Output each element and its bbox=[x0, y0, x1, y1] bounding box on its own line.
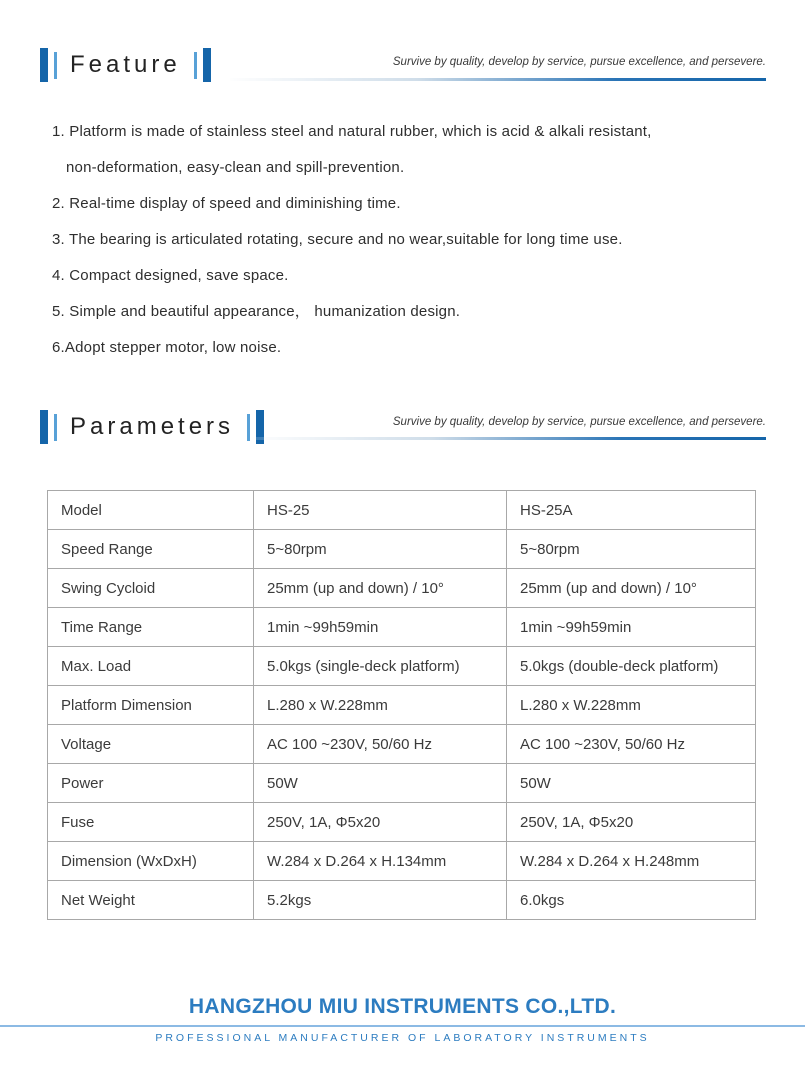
spec-value-hs25a: 50W bbox=[507, 764, 756, 803]
spec-value-hs25: HS-25 bbox=[254, 491, 507, 530]
table-row bbox=[48, 569, 756, 608]
table-row bbox=[48, 608, 756, 647]
spec-label: Net Weight bbox=[48, 881, 254, 920]
table-row bbox=[48, 530, 756, 569]
spec-value-hs25a: AC 100 ~230V, 50/60 Hz bbox=[507, 725, 756, 764]
spec-label: Model bbox=[48, 491, 254, 530]
spec-label: Speed Range bbox=[48, 530, 254, 569]
feature-item: 2. Real-time display of speed and diminishing time. bbox=[52, 195, 401, 212]
spec-value-hs25a: 250V, 1A, Φ5x20 bbox=[507, 803, 756, 842]
table-row bbox=[48, 764, 756, 803]
feature-list bbox=[52, 114, 775, 366]
spec-label: Fuse bbox=[48, 803, 254, 842]
feature-item: non-deformation, easy-clean and spill-prevention. bbox=[66, 159, 405, 176]
spec-label: Dimension (WxDxH) bbox=[48, 842, 254, 881]
spec-label: Time Range bbox=[48, 608, 254, 647]
table-row bbox=[48, 725, 756, 764]
feature-title: Feature bbox=[70, 51, 181, 78]
spec-value-hs25a: 1min ~99h59min bbox=[507, 608, 756, 647]
table-row bbox=[48, 803, 756, 842]
feature-item: 4. Compact designed, save space. bbox=[52, 267, 289, 284]
feature-item: 1. Platform is made of stainless steel and natural rubber, which is acid & alkali resistant, bbox=[52, 123, 652, 140]
spec-value-hs25: 5.0kgs (single-deck platform) bbox=[254, 647, 507, 686]
feature-item: 6.Adopt stepper motor, low noise. bbox=[52, 339, 282, 356]
spec-value-hs25: 50W bbox=[254, 764, 507, 803]
spec-label: Voltage bbox=[48, 725, 254, 764]
company-name: HANGZHOU MIU INSTRUMENTS CO.,LTD. bbox=[188, 995, 617, 1018]
heading-accent-bar-thick-left bbox=[40, 48, 48, 82]
table-row bbox=[48, 491, 756, 530]
spec-value-hs25: 5.2kgs bbox=[254, 881, 507, 920]
spec-value-hs25: 1min ~99h59min bbox=[254, 608, 507, 647]
feature-tagline: Survive by quality, develop by service, pursue excellence, and persevere. bbox=[392, 56, 766, 68]
footer-divider bbox=[0, 1025, 805, 1027]
feature-item: 5. Simple and beautiful appearance， humanization design. bbox=[52, 303, 461, 320]
heading-accent-bar-thin-left bbox=[54, 52, 57, 79]
spec-label: Power bbox=[48, 764, 254, 803]
spec-value-hs25a: L.280 x W.228mm bbox=[507, 686, 756, 725]
feature-item: 3. The bearing is articulated rotating, secure and no wear,suitable for long time use. bbox=[52, 231, 623, 248]
spec-value-hs25: L.280 x W.228mm bbox=[254, 686, 507, 725]
spec-value-hs25a: W.284 x D.264 x H.248mm bbox=[507, 842, 756, 881]
spec-value-hs25: AC 100 ~230V, 50/60 Hz bbox=[254, 725, 507, 764]
parameters-heading bbox=[40, 410, 264, 444]
table-row bbox=[48, 686, 756, 725]
table-row bbox=[48, 647, 756, 686]
feature-underline bbox=[230, 78, 766, 81]
spec-value-hs25: 250V, 1A, Φ5x20 bbox=[254, 803, 507, 842]
parameters-title: Parameters bbox=[70, 413, 235, 440]
footer-subtitle: PROFESSIONAL MANUFACTURER OF LABORATORY INSTRUMENTS bbox=[155, 1032, 650, 1044]
parameters-underline bbox=[252, 437, 766, 440]
spec-value-hs25a: 25mm (up and down) / 10° bbox=[507, 569, 756, 608]
table-row bbox=[48, 881, 756, 920]
spec-value-hs25: 25mm (up and down) / 10° bbox=[254, 569, 507, 608]
spec-label: Swing Cycloid bbox=[48, 569, 254, 608]
parameters-tagline: Survive by quality, develop by service, pursue excellence, and persevere. bbox=[392, 416, 766, 428]
heading-accent-bar-thin-left bbox=[54, 414, 57, 441]
heading-accent-bar-thick-right bbox=[203, 48, 211, 82]
spec-value-hs25a: 6.0kgs bbox=[507, 881, 756, 920]
heading-accent-bar-thick-left bbox=[40, 410, 48, 444]
spec-table bbox=[47, 490, 756, 920]
spec-label: Max. Load bbox=[48, 647, 254, 686]
spec-value-hs25: 5~80rpm bbox=[254, 530, 507, 569]
spec-value-hs25a: HS-25A bbox=[507, 491, 756, 530]
spec-value-hs25a: 5~80rpm bbox=[507, 530, 756, 569]
spec-value-hs25: W.284 x D.264 x H.134mm bbox=[254, 842, 507, 881]
heading-accent-bar-thin-right bbox=[247, 414, 250, 441]
spec-value-hs25a: 5.0kgs (double-deck platform) bbox=[507, 647, 756, 686]
table-row bbox=[48, 842, 756, 881]
feature-heading bbox=[40, 48, 211, 82]
spec-label: Platform Dimension bbox=[48, 686, 254, 725]
heading-accent-bar-thin-right bbox=[194, 52, 197, 79]
